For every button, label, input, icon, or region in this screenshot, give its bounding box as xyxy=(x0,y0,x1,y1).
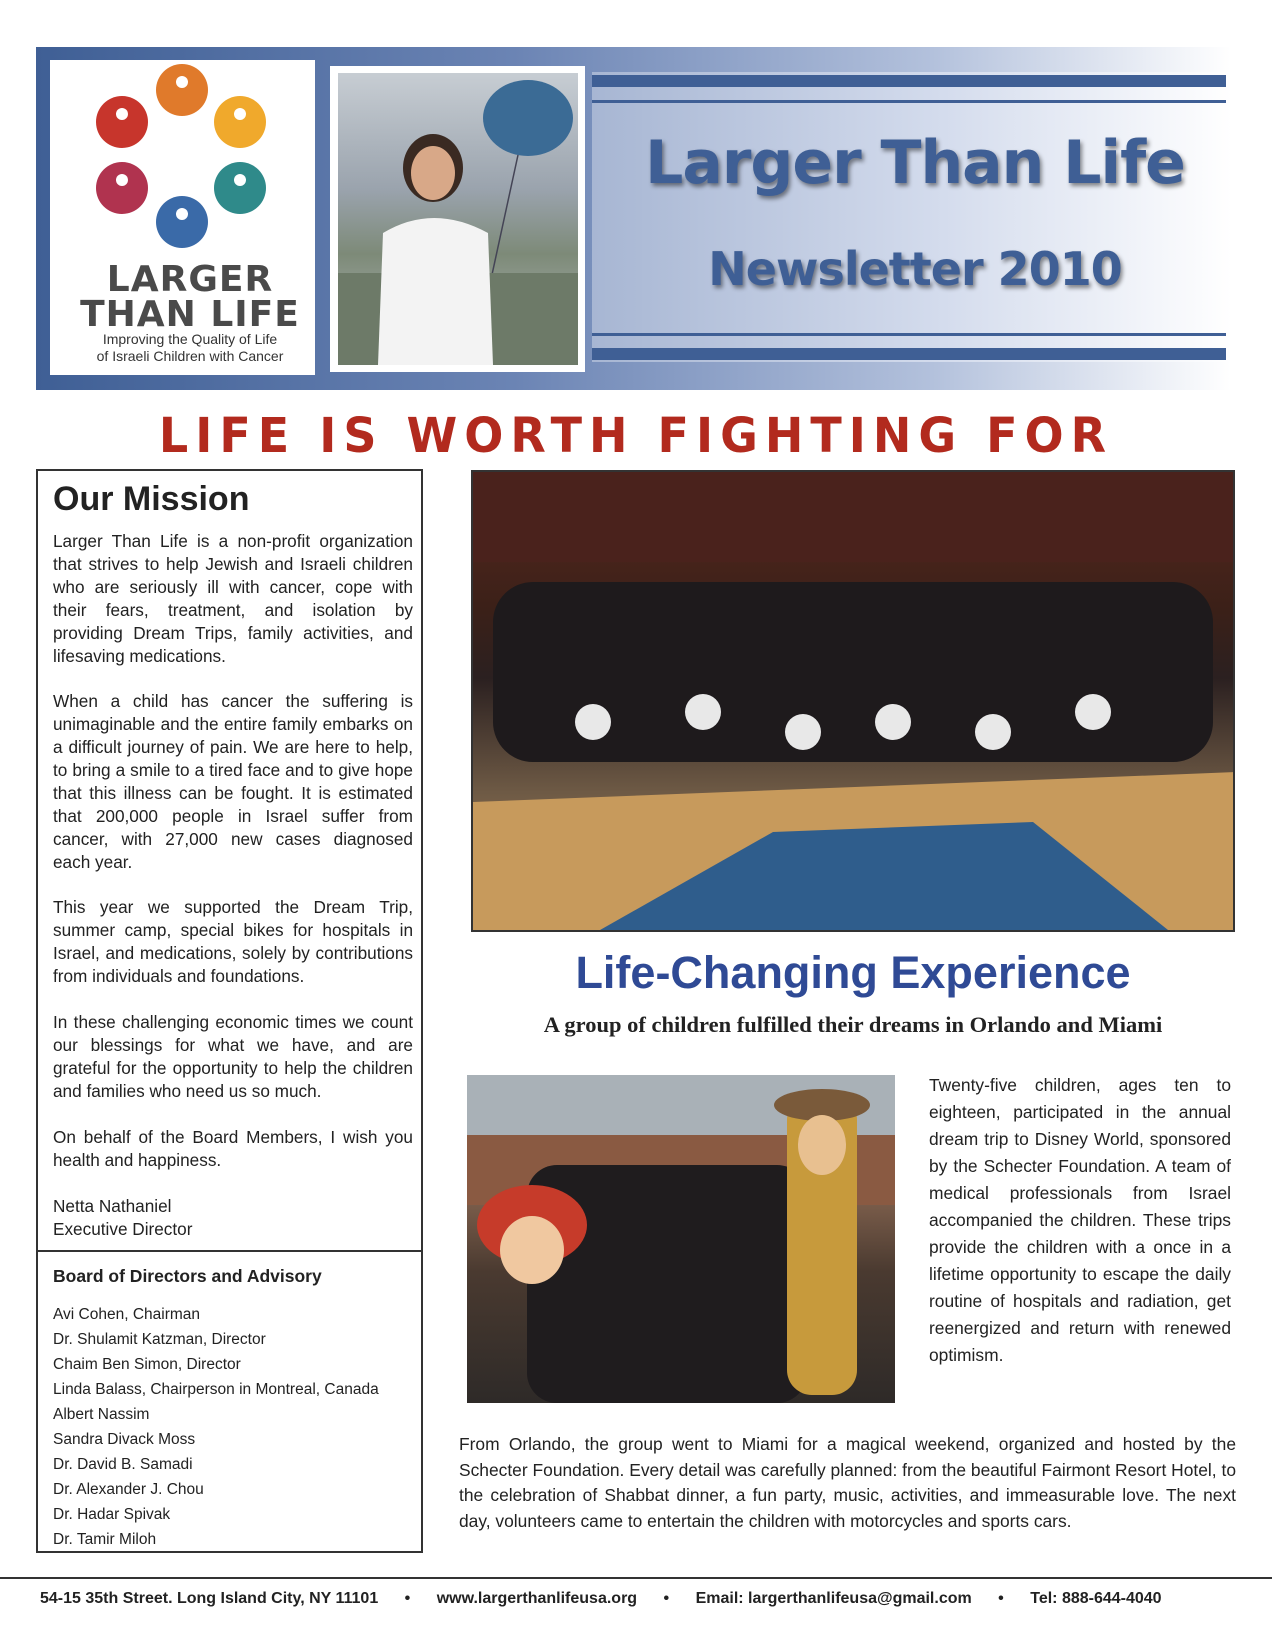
mission-paragraph: On behalf of the Board Members, I wish you health and happiness. xyxy=(53,1127,413,1170)
logo-title-line1: LARGER xyxy=(106,259,274,300)
footer-separator: • xyxy=(663,1590,670,1607)
girl-photo-illustration xyxy=(338,73,578,365)
group-photo-basketball-court xyxy=(471,470,1235,932)
logo-tagline-line2: of Israeli Children with Cancer xyxy=(96,348,284,364)
title-stripe-top-thin xyxy=(592,100,1226,103)
footer-separator: • xyxy=(998,1590,1004,1607)
title-panel xyxy=(592,72,1232,362)
title-stripe-bottom xyxy=(592,348,1226,360)
title-stripe-bottom-thin xyxy=(592,333,1226,336)
board-member: Dr. Alexander J. Chou xyxy=(53,1481,204,1498)
logo-figures-icon xyxy=(50,60,315,260)
newsletter-subtitle: Newsletter 2010 xyxy=(708,242,1122,296)
footer-contact xyxy=(40,1590,1162,1608)
footer-website-link[interactable]: www.largerthanlifeusa.org xyxy=(436,1590,638,1607)
footer-address: 54-15 35th Street. Long Island City, NY 11101 xyxy=(40,1590,379,1607)
board-member: Linda Balass, Chairperson in Montreal, Canada xyxy=(53,1381,379,1398)
group-photo-illustration xyxy=(473,472,1235,932)
board-member: Chaim Ben Simon, Director xyxy=(53,1356,241,1373)
slogan-heading: LIFE IS WORTH FIGHTING FOR xyxy=(158,406,1114,464)
board-member: Dr. Hadar Spivak xyxy=(53,1506,171,1523)
disney-group-photo xyxy=(467,1075,895,1403)
footer-phone: Tel: 888-644-4040 xyxy=(1030,1590,1162,1607)
article-title: Life-Changing Experience xyxy=(575,947,1131,998)
girl-with-balloon-photo xyxy=(338,73,578,365)
article-subtitle: A group of children fulfilled their dreams in Orlando and Miami xyxy=(543,1012,1163,1037)
board-member: Sandra Divack Moss xyxy=(53,1431,196,1448)
board-member: Dr. David B. Samadi xyxy=(53,1456,193,1473)
board-member: Dr. Shulamit Katzman, Director xyxy=(53,1331,266,1348)
mission-paragraph: Larger Than Life is a non-profit organization that strives to help Jewish and Israeli children who are seriously ill with cancer, cope with their fears, treatment, and isolation by providing Dream Trips, family activities, and lifesaving medications. xyxy=(53,531,413,666)
board-title: Board of Directors and Advisory xyxy=(53,1266,322,1286)
logo-title-line2: THAN LIFE xyxy=(80,294,300,335)
footer-separator: • xyxy=(404,1590,411,1607)
board-member: Dr. Tamir Miloh xyxy=(53,1531,157,1548)
mission-title: Our Mission xyxy=(53,480,250,518)
logo-tagline-line1: Improving the Quality of Life xyxy=(102,331,278,347)
box-divider xyxy=(36,1250,423,1252)
article-bottom-text: From Orlando, the group went to Miami for a magical weekend, organized and hosted by the Schecter Foundation. Every detail was carefully planned: from the beautiful Fairmont Resort Hotel, to the celebration of Shabbat dinner, a fun party, music, activities, and immeasurable love. The next day, volunteers came to entertain the children with motorcycles and sports cars. xyxy=(459,1434,1236,1531)
mission-paragraph: This year we supported the Dream Trip, summer camp, special bikes for hospitals in Israel, and medications, solely by contributions from individuals and foundations. xyxy=(53,897,413,986)
footer-email-link[interactable]: Email: largerthanlifeusa@gmail.com xyxy=(695,1590,972,1607)
mission-paragraph: In these challenging economic times we count our blessings for what we have, and are grateful for the opportunity to help the children and families who need us so much. xyxy=(53,1012,413,1101)
article-side-text: Twenty-five children, ages ten to eighteen, participated in the annual dream trip to Disney World, sponsored by the Schecter Foundation. A team of medical professionals from Israel accompanied the children. These trips provide the children with a once in a lifetime opportunity to escape the daily routine of hospitals and radiation, get reenergized and return with renewed optimism. xyxy=(929,1075,1231,1365)
footer-divider xyxy=(0,1577,1272,1579)
signature-name: Netta Nathaniel xyxy=(53,1196,172,1216)
newsletter-title: Larger Than Life xyxy=(645,128,1185,198)
board-member: Avi Cohen, Chairman xyxy=(53,1306,201,1323)
board-member: Albert Nassim xyxy=(53,1406,150,1423)
signature-title: Executive Director xyxy=(53,1219,193,1239)
board-list xyxy=(53,1302,413,1552)
logo-tagline xyxy=(70,331,310,365)
title-stripe-top xyxy=(592,75,1226,87)
disney-photo-illustration xyxy=(467,1075,895,1403)
mission-paragraph: When a child has cancer the suffering is unimaginable and the entire family embarks on a difficult journey of pain. We are here to help, to bring a smile to a tired face and to give hope that this illness can be fought. It is estimated that 200,000 people in Israel suffer from cancer, with 27,000 new cases diagnosed each year. xyxy=(53,691,413,872)
